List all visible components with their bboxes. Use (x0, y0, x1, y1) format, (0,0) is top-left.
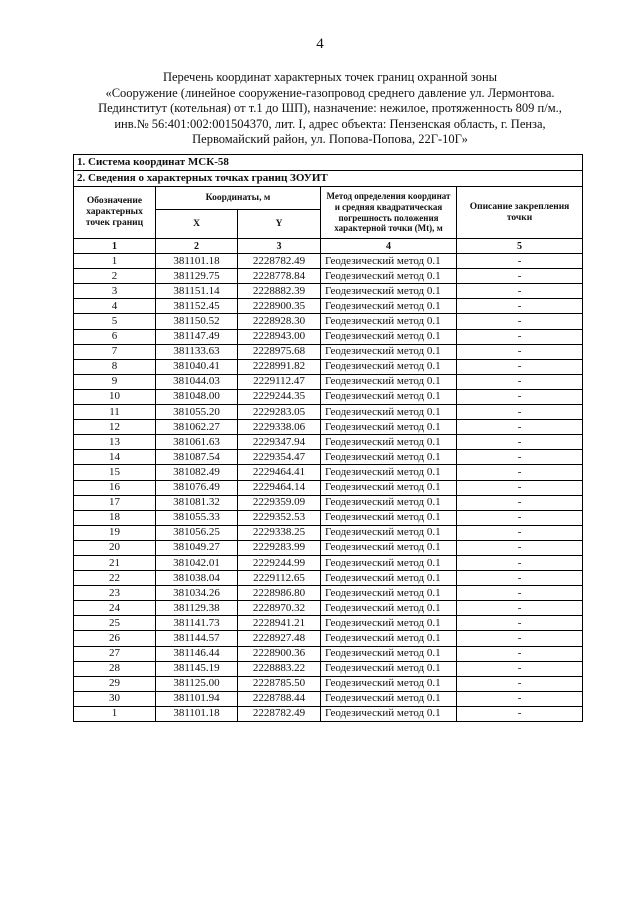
method-cell: Геодезический метод 0.1 (321, 344, 457, 359)
description-cell: - (457, 359, 583, 374)
point-number-cell: 6 (74, 329, 156, 344)
table-row (74, 571, 583, 586)
point-number-cell: 29 (74, 676, 156, 691)
description-cell: - (457, 269, 583, 284)
title-line-1: Перечень координат характерных точек границ охранной зоны (162, 70, 498, 84)
section-row-2 (74, 171, 583, 187)
y-coordinate-cell: 2229338.06 (238, 420, 321, 435)
y-coordinate-cell: 2228782.49 (238, 254, 321, 269)
method-cell: Геодезический метод 0.1 (321, 555, 457, 570)
method-cell: Геодезический метод 0.1 (321, 676, 457, 691)
x-coordinate-cell: 381129.38 (156, 601, 238, 616)
x-coordinate-cell: 381087.54 (156, 450, 238, 465)
y-coordinate-cell: 2228785.50 (238, 676, 321, 691)
point-number-cell: 4 (74, 299, 156, 314)
y-coordinate-cell: 2229112.47 (238, 374, 321, 389)
description-cell: - (457, 480, 583, 495)
table-row (74, 405, 583, 420)
point-number-cell: 28 (74, 661, 156, 676)
description-cell: - (457, 435, 583, 450)
point-number-cell: 27 (74, 646, 156, 661)
description-cell: - (457, 314, 583, 329)
y-coordinate-cell: 2229464.41 (238, 465, 321, 480)
header-designation: Обозначение характерных точек границ (74, 187, 156, 239)
point-number-cell: 3 (74, 284, 156, 299)
point-number-cell: 12 (74, 420, 156, 435)
x-coordinate-cell: 381141.73 (156, 616, 238, 631)
method-cell: Геодезический метод 0.1 (321, 405, 457, 420)
description-cell: - (457, 510, 583, 525)
y-coordinate-cell: 2229283.05 (238, 405, 321, 420)
table-row (74, 706, 583, 721)
column-number: 2 (156, 239, 238, 254)
x-coordinate-cell: 381144.57 (156, 631, 238, 646)
y-coordinate-cell: 2229244.99 (238, 555, 321, 570)
title-line-2: «Сооружение (линейное сооружение-газопровод среднего давление ул. Лермонтова. (105, 85, 555, 100)
y-coordinate-cell: 2228778.84 (238, 269, 321, 284)
y-coordinate-cell: 2228943.00 (238, 329, 321, 344)
table-row (74, 510, 583, 525)
method-cell: Геодезический метод 0.1 (321, 706, 457, 721)
table-row (74, 344, 583, 359)
point-number-cell: 26 (74, 631, 156, 646)
method-cell: Геодезический метод 0.1 (321, 389, 457, 404)
point-number-cell: 1 (74, 706, 156, 721)
x-coordinate-cell: 381062.27 (156, 420, 238, 435)
x-coordinate-cell: 381044.03 (156, 374, 238, 389)
point-number-cell: 20 (74, 540, 156, 555)
point-number-cell: 9 (74, 374, 156, 389)
description-cell: - (457, 691, 583, 706)
method-cell: Геодезический метод 0.1 (321, 465, 457, 480)
x-coordinate-cell: 381076.49 (156, 480, 238, 495)
point-number-cell: 22 (74, 571, 156, 586)
x-coordinate-cell: 381038.04 (156, 571, 238, 586)
point-number-cell: 17 (74, 495, 156, 510)
table-row (74, 389, 583, 404)
x-coordinate-cell: 381049.27 (156, 540, 238, 555)
table-row (74, 329, 583, 344)
x-coordinate-cell: 381101.18 (156, 706, 238, 721)
section-points-info: 2. Сведения о характерных точках границ ЗОУИТ (74, 171, 583, 187)
y-coordinate-cell: 2229338.25 (238, 525, 321, 540)
title-line-3: Пединститут (котельная) от т.1 до ШП), назначение: нежилое, протяженность 809 п/м., (98, 101, 562, 116)
table-row (74, 435, 583, 450)
method-cell: Геодезический метод 0.1 (321, 450, 457, 465)
table-row (74, 525, 583, 540)
point-number-cell: 16 (74, 480, 156, 495)
method-cell: Геодезический метод 0.1 (321, 571, 457, 586)
method-cell: Геодезический метод 0.1 (321, 435, 457, 450)
x-coordinate-cell: 381101.94 (156, 691, 238, 706)
table-row (74, 465, 583, 480)
description-cell: - (457, 405, 583, 420)
description-cell: - (457, 420, 583, 435)
description-cell: - (457, 586, 583, 601)
description-cell: - (457, 706, 583, 721)
table-row (74, 314, 583, 329)
method-cell: Геодезический метод 0.1 (321, 691, 457, 706)
table-row (74, 254, 583, 269)
y-coordinate-cell: 2229354.47 (238, 450, 321, 465)
x-coordinate-cell: 381125.00 (156, 676, 238, 691)
description-cell: - (457, 450, 583, 465)
coordinates-table-body (74, 254, 583, 722)
table-row (74, 646, 583, 661)
y-coordinate-cell: 2229352.53 (238, 510, 321, 525)
y-coordinate-cell: 2229244.35 (238, 389, 321, 404)
y-coordinate-cell: 2229347.94 (238, 435, 321, 450)
method-cell: Геодезический метод 0.1 (321, 480, 457, 495)
x-coordinate-cell: 381061.63 (156, 435, 238, 450)
y-coordinate-cell: 2228900.35 (238, 299, 321, 314)
method-cell: Геодезический метод 0.1 (321, 540, 457, 555)
section-coordinate-system: 1. Система координат МСК-58 (74, 155, 583, 171)
x-coordinate-cell: 381055.20 (156, 405, 238, 420)
method-cell: Геодезический метод 0.1 (321, 269, 457, 284)
table-row (74, 284, 583, 299)
x-coordinate-cell: 381034.26 (156, 586, 238, 601)
y-coordinate-cell: 2228975.68 (238, 344, 321, 359)
description-cell: - (457, 616, 583, 631)
point-number-cell: 5 (74, 314, 156, 329)
x-coordinate-cell: 381146.44 (156, 646, 238, 661)
header-y: Y (238, 210, 321, 239)
description-cell: - (457, 284, 583, 299)
description-cell: - (457, 676, 583, 691)
y-coordinate-cell: 2228986.80 (238, 586, 321, 601)
point-number-cell: 11 (74, 405, 156, 420)
method-cell: Геодезический метод 0.1 (321, 284, 457, 299)
x-coordinate-cell: 381055.33 (156, 510, 238, 525)
header-method: Метод определения координат и средняя квадратическая погрешность положения характерной точки (Мt), м (321, 187, 457, 239)
method-cell: Геодезический метод 0.1 (321, 586, 457, 601)
table-row (74, 555, 583, 570)
method-cell: Геодезический метод 0.1 (321, 329, 457, 344)
description-cell: - (457, 495, 583, 510)
title-line-4: инв.№ 56:401:002:001504370, лит. I, адрес объекта: Пензенская область, г. Пенза, (114, 116, 546, 131)
y-coordinate-cell: 2229359.09 (238, 495, 321, 510)
description-cell: - (457, 661, 583, 676)
method-cell: Геодезический метод 0.1 (321, 495, 457, 510)
x-coordinate-cell: 381040.41 (156, 359, 238, 374)
x-coordinate-cell: 381082.49 (156, 465, 238, 480)
table-row (74, 586, 583, 601)
method-cell: Геодезический метод 0.1 (321, 510, 457, 525)
x-coordinate-cell: 381048.00 (156, 389, 238, 404)
description-cell: - (457, 254, 583, 269)
method-cell: Геодезический метод 0.1 (321, 616, 457, 631)
table-row (74, 495, 583, 510)
method-cell: Геодезический метод 0.1 (321, 601, 457, 616)
table-row (74, 480, 583, 495)
x-coordinate-cell: 381056.25 (156, 525, 238, 540)
table-row (74, 676, 583, 691)
x-coordinate-cell: 381129.75 (156, 269, 238, 284)
description-cell: - (457, 329, 583, 344)
x-coordinate-cell: 381133.63 (156, 344, 238, 359)
table-row (74, 374, 583, 389)
point-number-cell: 25 (74, 616, 156, 631)
table-row (74, 450, 583, 465)
method-cell: Геодезический метод 0.1 (321, 420, 457, 435)
x-coordinate-cell: 381151.14 (156, 284, 238, 299)
point-number-cell: 13 (74, 435, 156, 450)
column-number: 4 (321, 239, 457, 254)
column-number: 3 (238, 239, 321, 254)
method-cell: Геодезический метод 0.1 (321, 374, 457, 389)
description-cell: - (457, 344, 583, 359)
header-x: X (156, 210, 238, 239)
description-cell: - (457, 540, 583, 555)
y-coordinate-cell: 2228788.44 (238, 691, 321, 706)
method-cell: Геодезический метод 0.1 (321, 646, 457, 661)
table-row (74, 661, 583, 676)
y-coordinate-cell: 2228882.39 (238, 284, 321, 299)
y-coordinate-cell: 2228928.30 (238, 314, 321, 329)
y-coordinate-cell: 2228991.82 (238, 359, 321, 374)
y-coordinate-cell: 2228782.49 (238, 706, 321, 721)
table-row (74, 299, 583, 314)
method-cell: Геодезический метод 0.1 (321, 359, 457, 374)
description-cell: - (457, 555, 583, 570)
table-row (74, 359, 583, 374)
method-cell: Геодезический метод 0.1 (321, 299, 457, 314)
column-number-row (74, 239, 583, 254)
y-coordinate-cell: 2228883.22 (238, 661, 321, 676)
point-number-cell: 15 (74, 465, 156, 480)
column-number: 1 (74, 239, 156, 254)
description-cell: - (457, 374, 583, 389)
table-row (74, 616, 583, 631)
y-coordinate-cell: 2228900.36 (238, 646, 321, 661)
description-cell: - (457, 525, 583, 540)
point-number-cell: 24 (74, 601, 156, 616)
table-row (74, 269, 583, 284)
description-cell: - (457, 299, 583, 314)
y-coordinate-cell: 2228927.48 (238, 631, 321, 646)
description-cell: - (457, 389, 583, 404)
y-coordinate-cell: 2229112.65 (238, 571, 321, 586)
point-number-cell: 1 (74, 254, 156, 269)
x-coordinate-cell: 381101.18 (156, 254, 238, 269)
point-number-cell: 10 (74, 389, 156, 404)
table-row (74, 691, 583, 706)
x-coordinate-cell: 381150.52 (156, 314, 238, 329)
title-line-5: Первомайский район, ул. Попова-Попова, 22Г-10Г» (192, 132, 468, 147)
y-coordinate-cell: 2229283.99 (238, 540, 321, 555)
description-cell: - (457, 601, 583, 616)
x-coordinate-cell: 381147.49 (156, 329, 238, 344)
method-cell: Геодезический метод 0.1 (321, 525, 457, 540)
table-row (74, 631, 583, 646)
page-number: 4 (316, 36, 324, 52)
point-number-cell: 18 (74, 510, 156, 525)
point-number-cell: 7 (74, 344, 156, 359)
description-cell: - (457, 465, 583, 480)
method-cell: Геодезический метод 0.1 (321, 314, 457, 329)
description-cell: - (457, 571, 583, 586)
column-number: 5 (457, 239, 583, 254)
y-coordinate-cell: 2228941.21 (238, 616, 321, 631)
header-description: Описание закрепления точки (457, 187, 583, 239)
point-number-cell: 2 (74, 269, 156, 284)
point-number-cell: 30 (74, 691, 156, 706)
header-coordinates: Координаты, м (156, 187, 321, 210)
method-cell: Геодезический метод 0.1 (321, 661, 457, 676)
x-coordinate-cell: 381081.32 (156, 495, 238, 510)
x-coordinate-cell: 381145.19 (156, 661, 238, 676)
point-number-cell: 8 (74, 359, 156, 374)
header-row-1 (74, 187, 583, 210)
table-row (74, 601, 583, 616)
description-cell: - (457, 646, 583, 661)
table-row (74, 540, 583, 555)
section-row-1 (74, 155, 583, 171)
x-coordinate-cell: 381152.45 (156, 299, 238, 314)
method-cell: Геодезический метод 0.1 (321, 254, 457, 269)
coordinates-table (73, 154, 583, 722)
x-coordinate-cell: 381042.01 (156, 555, 238, 570)
y-coordinate-cell: 2228970.32 (238, 601, 321, 616)
description-cell: - (457, 631, 583, 646)
point-number-cell: 19 (74, 525, 156, 540)
point-number-cell: 23 (74, 586, 156, 601)
point-number-cell: 14 (74, 450, 156, 465)
table-row (74, 420, 583, 435)
method-cell: Геодезический метод 0.1 (321, 631, 457, 646)
document-title (90, 70, 570, 148)
point-number-cell: 21 (74, 555, 156, 570)
y-coordinate-cell: 2229464.14 (238, 480, 321, 495)
